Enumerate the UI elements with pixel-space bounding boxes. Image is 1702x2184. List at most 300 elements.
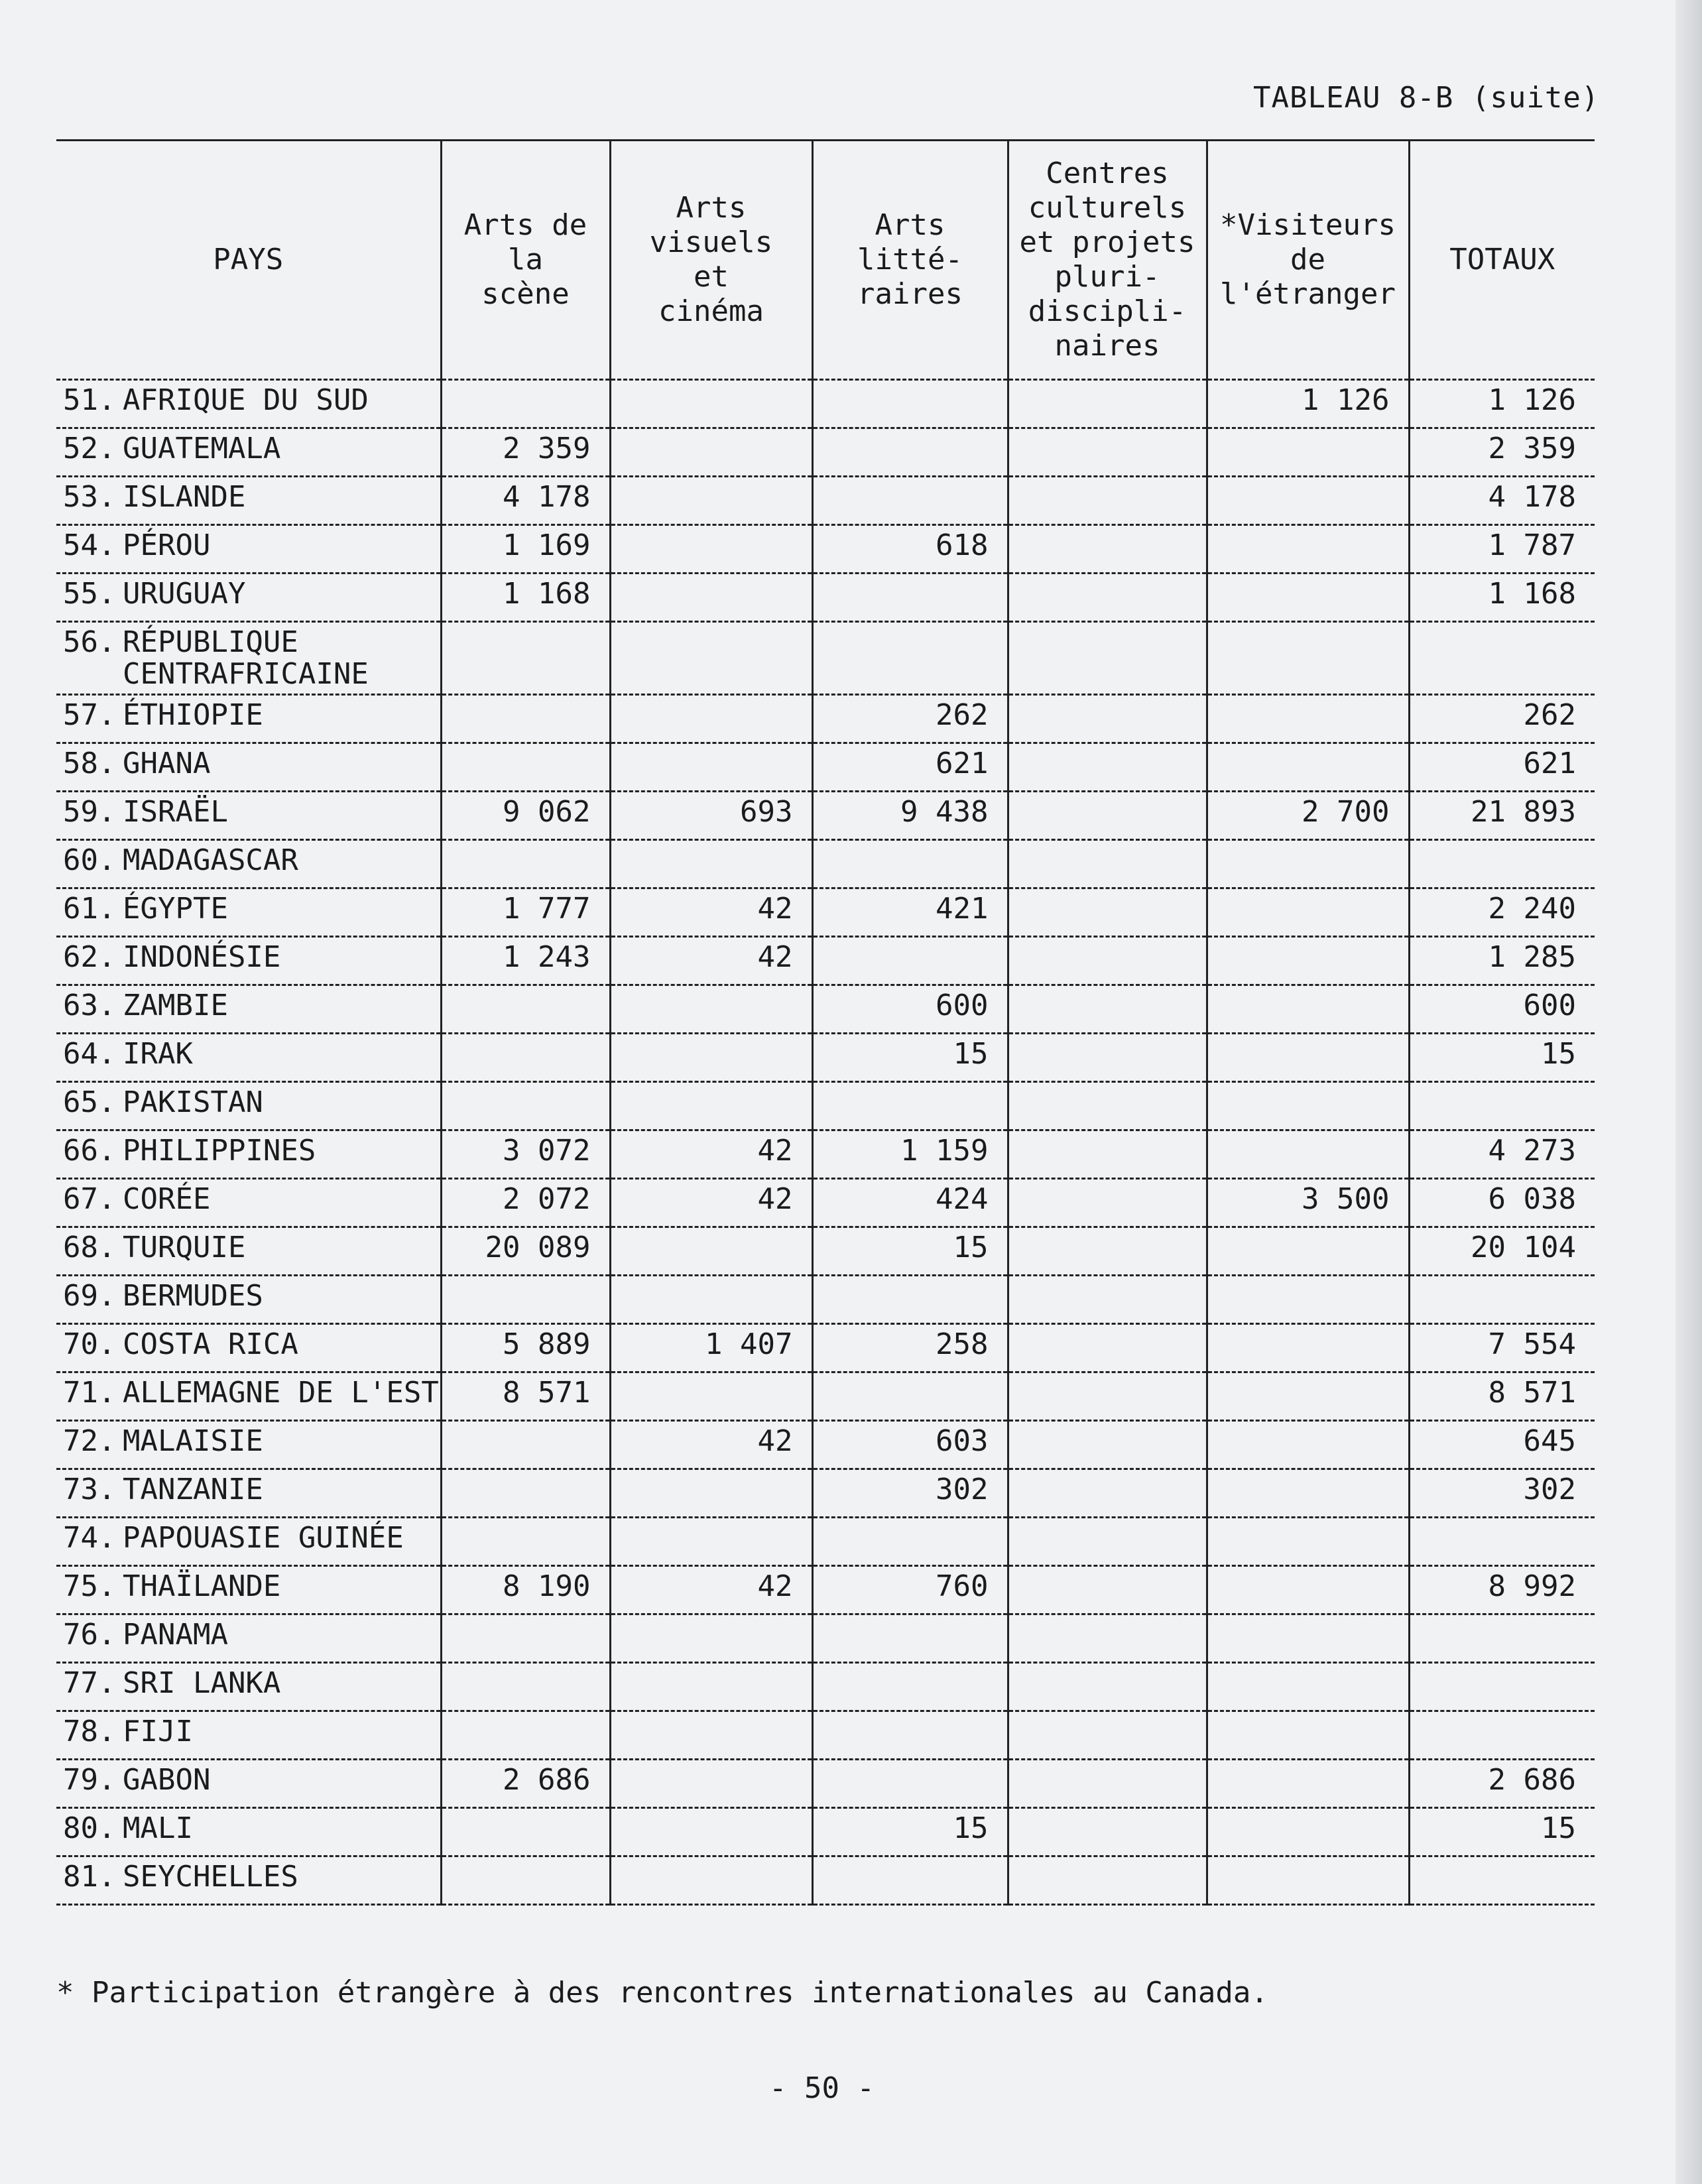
table-row: [56, 1421, 1595, 1469]
value-cell-totaux: [1409, 1082, 1595, 1130]
value-cell-centres: [1008, 840, 1207, 888]
value-cell-litteraires: [812, 622, 1008, 695]
value-cell-scene: 8 571: [441, 1372, 610, 1421]
value-cell-scene: [441, 985, 610, 1034]
value-cell-visuels: [610, 1760, 812, 1808]
country-cell: [56, 985, 441, 1034]
value-cell-visuels: [610, 380, 812, 428]
row-number: 72.: [63, 1424, 116, 1458]
value-cell-litteraires: 1 159: [812, 1130, 1008, 1179]
country-name: TURQUIE: [123, 1231, 246, 1264]
country-cell: [56, 525, 441, 574]
value-cell-centres: [1008, 525, 1207, 574]
value-cell-visuels: [610, 695, 812, 743]
value-cell-litteraires: [812, 1276, 1008, 1324]
table-row: [56, 1808, 1595, 1856]
value-cell-visiteurs: [1207, 695, 1409, 743]
table-row: [56, 985, 1595, 1034]
value-cell-visiteurs: [1207, 1566, 1409, 1614]
value-cell-visuels: [610, 1663, 812, 1711]
value-cell-scene: 1 777: [441, 888, 610, 937]
table-row: [56, 1760, 1595, 1808]
value-cell-litteraires: 15: [812, 1227, 1008, 1276]
value-cell-visiteurs: [1207, 1130, 1409, 1179]
value-cell-litteraires: [812, 1372, 1008, 1421]
country-cell: [56, 574, 441, 622]
value-cell-scene: [441, 380, 610, 428]
value-cell-centres: [1008, 1663, 1207, 1711]
value-cell-totaux: [1409, 840, 1595, 888]
country-cell: [56, 1130, 441, 1179]
col-header-visiteurs: *Visiteurs de l'étranger: [1207, 141, 1409, 380]
country-cell: [56, 1760, 441, 1808]
country-name: GUATEMALA: [123, 432, 281, 465]
country-cell: [56, 1082, 441, 1130]
table-row: [56, 1276, 1595, 1324]
value-cell-totaux: 621: [1409, 743, 1595, 792]
value-cell-centres: [1008, 1469, 1207, 1518]
col-header-pays: PAYS: [56, 141, 441, 380]
value-cell-totaux: 4 178: [1409, 477, 1595, 525]
country-name: CORÉE: [123, 1182, 211, 1216]
value-cell-visuels: [610, 1082, 812, 1130]
value-cell-visuels: [610, 743, 812, 792]
country-name: ÉTHIOPIE: [123, 698, 263, 732]
country-cell: [56, 743, 441, 792]
value-cell-totaux: 1 168: [1409, 574, 1595, 622]
value-cell-totaux: 4 273: [1409, 1130, 1595, 1179]
value-cell-visiteurs: [1207, 622, 1409, 695]
value-cell-litteraires: [812, 1082, 1008, 1130]
table-row: [56, 380, 1595, 428]
value-cell-scene: 1 243: [441, 937, 610, 985]
value-cell-visiteurs: [1207, 428, 1409, 477]
col-header-arts-scene: Arts de la scène: [441, 141, 610, 380]
value-cell-totaux: [1409, 1518, 1595, 1566]
value-cell-litteraires: [812, 840, 1008, 888]
value-cell-totaux: [1409, 1856, 1595, 1905]
country-cell: [56, 1614, 441, 1663]
value-cell-litteraires: 603: [812, 1421, 1008, 1469]
expense-table-container: [56, 139, 1595, 1906]
value-cell-centres: [1008, 1808, 1207, 1856]
country-name: PAKISTAN: [123, 1085, 263, 1119]
country-cell: [56, 695, 441, 743]
value-cell-visiteurs: [1207, 1469, 1409, 1518]
row-number: 69.: [63, 1279, 116, 1313]
country-cell: [56, 1179, 441, 1227]
value-cell-scene: 8 190: [441, 1566, 610, 1614]
table-row: [56, 1082, 1595, 1130]
value-cell-visuels: [610, 1856, 812, 1905]
value-cell-litteraires: [812, 380, 1008, 428]
value-cell-visiteurs: [1207, 888, 1409, 937]
table-body: [56, 380, 1595, 1905]
row-number: 71.: [63, 1376, 116, 1410]
value-cell-totaux: 20 104: [1409, 1227, 1595, 1276]
value-cell-visiteurs: [1207, 1518, 1409, 1566]
value-cell-visiteurs: [1207, 574, 1409, 622]
value-cell-scene: [441, 1421, 610, 1469]
col-header-centres-culturels: Centres culturels et projets pluri- discipli- naires: [1008, 141, 1207, 380]
table-row: [56, 1324, 1595, 1372]
value-cell-visuels: [610, 1808, 812, 1856]
value-cell-visiteurs: [1207, 1372, 1409, 1421]
country-name: PANAMA: [123, 1618, 228, 1652]
value-cell-visiteurs: 2 700: [1207, 792, 1409, 840]
value-cell-totaux: [1409, 1711, 1595, 1760]
value-cell-centres: [1008, 1227, 1207, 1276]
value-cell-centres: [1008, 1614, 1207, 1663]
country-name: AFRIQUE DU SUD: [123, 383, 369, 417]
value-cell-visuels: 42: [610, 1179, 812, 1227]
value-cell-visuels: [610, 525, 812, 574]
value-cell-scene: 2 686: [441, 1760, 610, 1808]
table-row: [56, 1711, 1595, 1760]
value-cell-litteraires: [812, 1663, 1008, 1711]
value-cell-totaux: 21 893: [1409, 792, 1595, 840]
table-row: [56, 937, 1595, 985]
value-cell-visiteurs: [1207, 1421, 1409, 1469]
value-cell-scene: [441, 1711, 610, 1760]
row-number: 59.: [63, 795, 116, 829]
table-row: [56, 428, 1595, 477]
value-cell-visiteurs: 1 126: [1207, 380, 1409, 428]
country-cell: [56, 1711, 441, 1760]
row-number: 54.: [63, 528, 116, 562]
value-cell-centres: [1008, 792, 1207, 840]
row-number: 53.: [63, 480, 116, 514]
value-cell-litteraires: 302: [812, 1469, 1008, 1518]
row-number: 75.: [63, 1569, 116, 1603]
value-cell-visiteurs: 3 500: [1207, 1179, 1409, 1227]
value-cell-visiteurs: [1207, 1808, 1409, 1856]
value-cell-litteraires: 421: [812, 888, 1008, 937]
value-cell-scene: 2 359: [441, 428, 610, 477]
country-cell: [56, 1808, 441, 1856]
value-cell-visiteurs: [1207, 743, 1409, 792]
country-cell: [56, 792, 441, 840]
row-number: 77.: [63, 1666, 116, 1700]
value-cell-scene: 20 089: [441, 1227, 610, 1276]
row-number: 79.: [63, 1763, 116, 1797]
value-cell-scene: [441, 622, 610, 695]
country-cell: [56, 477, 441, 525]
country-cell: [56, 1518, 441, 1566]
value-cell-centres: [1008, 1421, 1207, 1469]
footnote: * Participation étrangère à des rencontres internationales au Canada.: [56, 1976, 1268, 2010]
value-cell-visiteurs: [1207, 1324, 1409, 1372]
country-name: MADAGASCAR: [123, 843, 298, 877]
value-cell-centres: [1008, 574, 1207, 622]
value-cell-visiteurs: [1207, 985, 1409, 1034]
country-name: PAPOUASIE GUINÉE: [123, 1521, 404, 1555]
country-cell: [56, 622, 441, 695]
value-cell-litteraires: 621: [812, 743, 1008, 792]
country-name: RÉPUBLIQUE CENTRAFRICAINE: [123, 625, 369, 691]
table-title: TABLEAU 8-B (suite): [1253, 81, 1600, 115]
value-cell-visiteurs: [1207, 840, 1409, 888]
value-cell-litteraires: [812, 428, 1008, 477]
value-cell-visuels: 42: [610, 1566, 812, 1614]
value-cell-visuels: [610, 1711, 812, 1760]
country-name: URUGUAY: [123, 577, 246, 611]
country-cell: [56, 1276, 441, 1324]
country-cell: [56, 937, 441, 985]
row-number: 64.: [63, 1037, 116, 1071]
value-cell-centres: [1008, 1856, 1207, 1905]
value-cell-litteraires: [812, 1518, 1008, 1566]
country-name: TANZANIE: [123, 1473, 263, 1506]
value-cell-visuels: 42: [610, 937, 812, 985]
row-number: 61.: [63, 892, 116, 926]
value-cell-totaux: 2 686: [1409, 1760, 1595, 1808]
value-cell-scene: [441, 743, 610, 792]
value-cell-centres: [1008, 1711, 1207, 1760]
table-row: [56, 1614, 1595, 1663]
value-cell-scene: 4 178: [441, 477, 610, 525]
value-cell-scene: [441, 840, 610, 888]
table-row: [56, 1566, 1595, 1614]
row-number: 65.: [63, 1085, 116, 1119]
value-cell-centres: [1008, 695, 1207, 743]
table-row: [56, 525, 1595, 574]
row-number: 56.: [63, 625, 116, 659]
value-cell-visuels: [610, 1227, 812, 1276]
value-cell-totaux: 15: [1409, 1034, 1595, 1082]
row-number: 66.: [63, 1134, 116, 1168]
value-cell-centres: [1008, 743, 1207, 792]
row-number: 62.: [63, 940, 116, 974]
row-number: 67.: [63, 1182, 116, 1216]
value-cell-visuels: [610, 1469, 812, 1518]
table-row: [56, 888, 1595, 937]
row-number: 73.: [63, 1473, 116, 1506]
row-number: 52.: [63, 432, 116, 465]
table-row: [56, 695, 1595, 743]
value-cell-totaux: [1409, 1276, 1595, 1324]
value-cell-scene: [441, 1663, 610, 1711]
value-cell-litteraires: [812, 574, 1008, 622]
country-name: ÉGYPTE: [123, 892, 228, 926]
value-cell-visuels: [610, 574, 812, 622]
value-cell-litteraires: 424: [812, 1179, 1008, 1227]
value-cell-litteraires: 262: [812, 695, 1008, 743]
row-number: 76.: [63, 1618, 116, 1652]
value-cell-centres: [1008, 1324, 1207, 1372]
value-cell-scene: [441, 1034, 610, 1082]
value-cell-totaux: 302: [1409, 1469, 1595, 1518]
value-cell-scene: [441, 695, 610, 743]
value-cell-visuels: [610, 985, 812, 1034]
row-number: 80.: [63, 1811, 116, 1845]
value-cell-totaux: 7 554: [1409, 1324, 1595, 1372]
col-header-arts-visuels: Arts visuels et cinéma: [610, 141, 812, 380]
country-name: THAÏLANDE: [123, 1569, 281, 1603]
value-cell-scene: 1 169: [441, 525, 610, 574]
value-cell-litteraires: [812, 1614, 1008, 1663]
row-number: 68.: [63, 1231, 116, 1264]
value-cell-centres: [1008, 1179, 1207, 1227]
value-cell-litteraires: [812, 1711, 1008, 1760]
table-row: [56, 1130, 1595, 1179]
value-cell-centres: [1008, 428, 1207, 477]
value-cell-scene: [441, 1469, 610, 1518]
table-row: [56, 1034, 1595, 1082]
country-name: FIJI: [123, 1715, 193, 1748]
table-row: [56, 1469, 1595, 1518]
value-cell-visuels: [610, 428, 812, 477]
value-cell-visiteurs: [1207, 1760, 1409, 1808]
table-row: [56, 1227, 1595, 1276]
value-cell-litteraires: [812, 1760, 1008, 1808]
table-row: [56, 477, 1595, 525]
value-cell-visuels: [610, 1372, 812, 1421]
value-cell-scene: 1 168: [441, 574, 610, 622]
country-cell: [56, 1566, 441, 1614]
value-cell-visuels: 42: [610, 888, 812, 937]
row-number: 63.: [63, 989, 116, 1022]
table-row: [56, 1856, 1595, 1905]
value-cell-totaux: 645: [1409, 1421, 1595, 1469]
table-row: [56, 574, 1595, 622]
value-cell-totaux: [1409, 1663, 1595, 1711]
value-cell-visuels: [610, 622, 812, 695]
value-cell-centres: [1008, 937, 1207, 985]
value-cell-centres: [1008, 1566, 1207, 1614]
row-number: 74.: [63, 1521, 116, 1555]
country-name: ALLEMAGNE DE L'EST: [123, 1376, 439, 1410]
value-cell-visiteurs: [1207, 1614, 1409, 1663]
value-cell-visuels: 693: [610, 792, 812, 840]
row-number: 78.: [63, 1715, 116, 1748]
value-cell-totaux: 262: [1409, 695, 1595, 743]
value-cell-visiteurs: [1207, 1082, 1409, 1130]
row-number: 60.: [63, 843, 116, 877]
value-cell-litteraires: 618: [812, 525, 1008, 574]
value-cell-visiteurs: [1207, 1711, 1409, 1760]
country-name: MALAISIE: [123, 1424, 263, 1458]
value-cell-visuels: [610, 477, 812, 525]
country-cell: [56, 428, 441, 477]
value-cell-centres: [1008, 1130, 1207, 1179]
value-cell-litteraires: 15: [812, 1808, 1008, 1856]
value-cell-centres: [1008, 1518, 1207, 1566]
value-cell-totaux: 8 571: [1409, 1372, 1595, 1421]
value-cell-totaux: 6 038: [1409, 1179, 1595, 1227]
expense-table: [56, 139, 1595, 1906]
country-name: GABON: [123, 1763, 211, 1797]
value-cell-totaux: 2 240: [1409, 888, 1595, 937]
country-cell: [56, 1421, 441, 1469]
country-cell: [56, 1324, 441, 1372]
row-number: 81.: [63, 1860, 116, 1894]
value-cell-centres: [1008, 1082, 1207, 1130]
value-cell-visuels: [610, 1518, 812, 1566]
row-number: 51.: [63, 383, 116, 417]
country-cell: [56, 1663, 441, 1711]
value-cell-centres: [1008, 888, 1207, 937]
value-cell-visiteurs: [1207, 1663, 1409, 1711]
country-cell: [56, 1227, 441, 1276]
value-cell-scene: [441, 1808, 610, 1856]
country-name: MALI: [123, 1811, 193, 1845]
country-name: PÉROU: [123, 528, 211, 562]
country-cell: [56, 1856, 441, 1905]
value-cell-centres: [1008, 477, 1207, 525]
value-cell-visiteurs: [1207, 1856, 1409, 1905]
country-name: IRAK: [123, 1037, 193, 1071]
table-row: [56, 743, 1595, 792]
value-cell-litteraires: [812, 937, 1008, 985]
table-row: [56, 1663, 1595, 1711]
country-name: PHILIPPINES: [123, 1134, 316, 1168]
value-cell-scene: [441, 1614, 610, 1663]
country-cell: [56, 888, 441, 937]
value-cell-litteraires: 9 438: [812, 792, 1008, 840]
country-cell: [56, 380, 441, 428]
value-cell-visiteurs: [1207, 937, 1409, 985]
value-cell-litteraires: 15: [812, 1034, 1008, 1082]
row-number: 70.: [63, 1327, 116, 1361]
country-cell: [56, 1034, 441, 1082]
header-row: [56, 141, 1595, 380]
value-cell-centres: [1008, 985, 1207, 1034]
value-cell-centres: [1008, 1372, 1207, 1421]
value-cell-totaux: 1 126: [1409, 380, 1595, 428]
value-cell-litteraires: [812, 477, 1008, 525]
country-name: ISRAËL: [123, 795, 228, 829]
value-cell-scene: 2 072: [441, 1179, 610, 1227]
value-cell-totaux: [1409, 1614, 1595, 1663]
row-number: 58.: [63, 747, 116, 780]
value-cell-centres: [1008, 1276, 1207, 1324]
value-cell-visuels: 42: [610, 1130, 812, 1179]
value-cell-scene: 9 062: [441, 792, 610, 840]
value-cell-centres: [1008, 1034, 1207, 1082]
value-cell-totaux: 1 285: [1409, 937, 1595, 985]
value-cell-litteraires: 600: [812, 985, 1008, 1034]
value-cell-centres: [1008, 1760, 1207, 1808]
country-name: COSTA RICA: [123, 1327, 298, 1361]
value-cell-scene: [441, 1518, 610, 1566]
value-cell-visiteurs: [1207, 1276, 1409, 1324]
table-row: [56, 1518, 1595, 1566]
value-cell-visiteurs: [1207, 1034, 1409, 1082]
value-cell-centres: [1008, 622, 1207, 695]
value-cell-centres: [1008, 380, 1207, 428]
row-number: 55.: [63, 577, 116, 611]
country-name: INDONÉSIE: [123, 940, 281, 974]
col-header-arts-litteraires: Arts litté- raires: [812, 141, 1008, 380]
value-cell-scene: 5 889: [441, 1324, 610, 1372]
country-name: SRI LANKA: [123, 1666, 281, 1700]
table-row: [56, 622, 1595, 695]
value-cell-visuels: [610, 840, 812, 888]
value-cell-totaux: 15: [1409, 1808, 1595, 1856]
value-cell-litteraires: [812, 1856, 1008, 1905]
country-name: BERMUDES: [123, 1279, 263, 1313]
value-cell-visuels: 42: [610, 1421, 812, 1469]
value-cell-visuels: [610, 1034, 812, 1082]
value-cell-totaux: 8 992: [1409, 1566, 1595, 1614]
table-row: [56, 840, 1595, 888]
value-cell-litteraires: 760: [812, 1566, 1008, 1614]
value-cell-visiteurs: [1207, 1227, 1409, 1276]
country-cell: [56, 1372, 441, 1421]
value-cell-totaux: 2 359: [1409, 428, 1595, 477]
col-header-totaux: TOTAUX: [1409, 141, 1595, 380]
